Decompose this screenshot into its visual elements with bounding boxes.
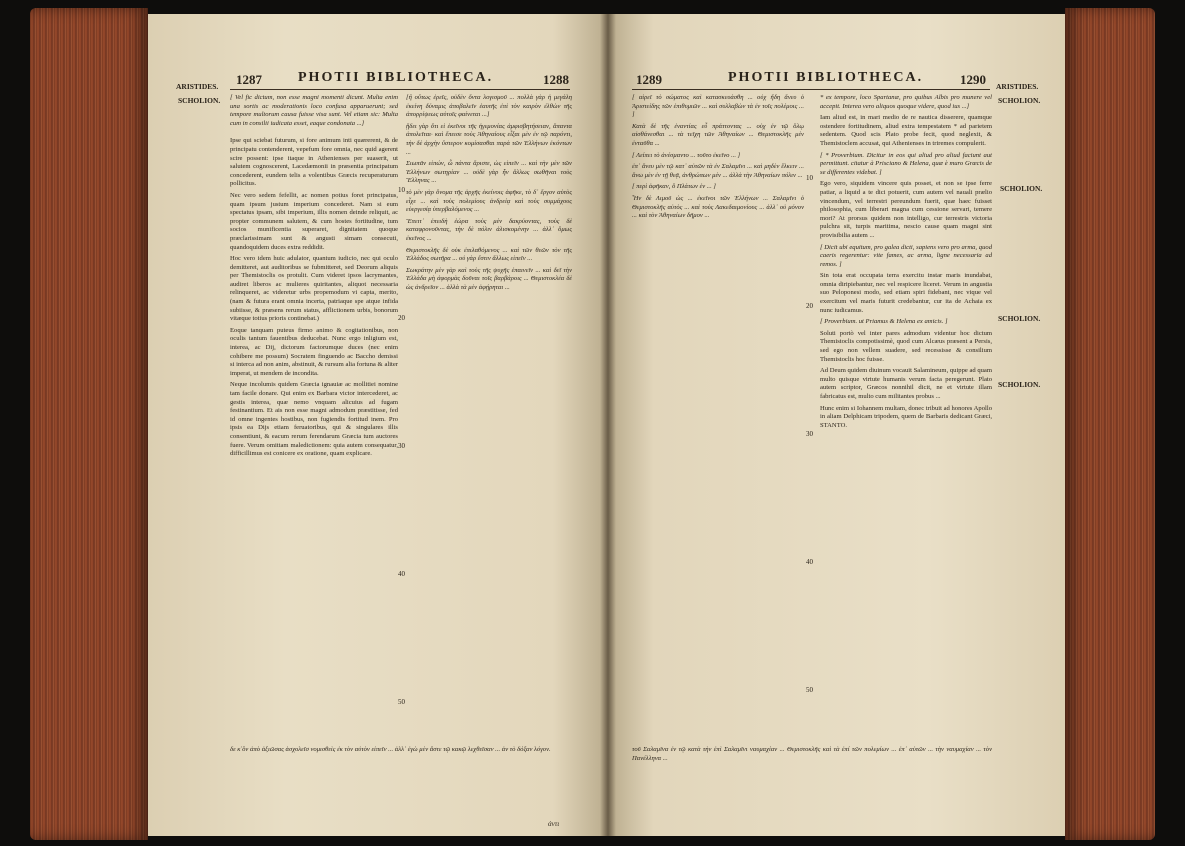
greek-paragraph: [ἢ οὕτως ἐρεῖς, οὐδὲν ὄντα λογισμοῦ ... πολλὰ γὰρ ἡ μεγάλη ἐκείνη δύναμις ἀποβαλεῖν ἑαυτῆς ἐπὶ τὸν καιρὸν ἐλθὼν τῆς ἀπορρίψεως αὐτοῖς φαίνεται ...]	[406, 94, 572, 119]
running-head: PHOTII BIBLIOTHECA.	[298, 70, 494, 85]
latin-paragraph: Ego vero, siquidem vincere quis posset, et non se ipse ferre patiar, a liquid a te dici potuerit, cum autem vel nauali prælio vincendum, vel terrestri pereundum fuerit, quæ haec fuisset philosophia, cum liberari magna cum cessione servari, temere mori? At prorsus quidem non intelligo, cur terrestris victoria pulchra sit, turpis maritima, nescio cause quam magni sint provisibilia autem ...	[820, 180, 992, 239]
latin-paragraph: Ipse qui sciebat futurum, si fore animum inti quærerent, & de principatu contenderent, vepefum fore omnia, nec quid agerent scire possent: ipse itaque in Athenienses per suaserit, ut salutem cognoscerent, Lacedæmonii in præsentia principatum concederent, eundem telis a volentibus Græcis recuperaturum pollicitus.	[230, 137, 398, 188]
latin-paragraph: * ex tempore, loco Spartanæ, pro quibus Albis pro munere vel accepit. Interea vero aliquos quoque videre, quod ius ...]	[820, 94, 992, 110]
greek-paragraph: Θεμιστοκλῆς δὲ οὐκ ἐπιλαθόμενος ... καὶ τῶν θεῶν τὸν τῆς Ἑλλάδος σωτῆρα ... οὐ γὰρ ἔστιν ἄλλως εἰπεῖν ...	[406, 246, 572, 263]
line-number: 30	[806, 430, 813, 438]
right-fore-edge	[1065, 8, 1155, 840]
latin-paragraph: Neque incolumis quidem Græcia ignauiæ ac mollitiei nomine tam facile donare. Qui enim ex Barbara victor intercederet, ac gestis interea, quæ nemo vnquam alicuius ad fugam festinantium. Et ais non esse magni admodum præstitisse, fed id omne ingentes hostibus, non fugiendis fortitud inem. Pro ipsis ea Dijs etiam feruatoribus, qui & singulares illis consentiunt, & eacum rerum ferendarum Græcia tum auctores fuere. Verum omittam maledictionem: quia autem consequatur, difficillimus est conicere ex oratione, quam explicare.	[230, 381, 398, 458]
latin-paragraph: Hunc enim si Iohannem multam, donec tribuit ad honores Apollo in aliam Delphicam tripodem, quem de Barbaris dedicant Græci, STANTO.	[820, 404, 992, 429]
margin-label-scholion: SCHOLION.	[998, 380, 1041, 389]
left-fore-edge	[30, 8, 148, 840]
running-head: PHOTII BIBLIOTHECA.	[728, 70, 924, 85]
latin-paragraph: Soluti portò vel inter pares admodum videntur hoc dictum Themistoclis compotissimè, quod cum Alcæus præsent a Persis, sed ego non vellem suadere, sed recessisse & consilium Themistoclis hoc fuisse.	[820, 329, 992, 363]
line-number: 10	[806, 174, 813, 182]
line-number: 40	[806, 558, 813, 566]
margin-label-scholion: SCHOLION.	[998, 314, 1041, 323]
latin-column	[230, 94, 398, 734]
latin-paragraph: [ Dicit ubi equitum, pro galea dicti, sapiens vero pro arma, quod caeris regerentur: vite fames, ac arma, ligne necessaria ad remos. ]	[820, 243, 992, 268]
footer-greek-note: δε κ̓ ὃν ἀπὸ ἀξιῶσας ἀσχολεῖσ νομισθεὶς ἐκ τὸν αὐτὸν εἰπεῖν ... ἀλλ᾽ ἐγὼ μὲν ἄστε τῷ κακῷ λεχθεῖσαν ... ἀν τὸ δόξαν λόγον.	[230, 746, 551, 753]
greek-column	[632, 94, 804, 734]
greek-paragraph: Ἦν δὲ Λιμοῦ ὡς ... ἐκεῖνοι τῶν Ἑλλήνων ... Σαλαμῖνι ὁ Θεμιστοκλῆς αὐτὸς ... καὶ τοὺς Λακεδαιμονίους ... ἀλλ᾽ οὐ μόνον ... καὶ τὸν Ἀθηναίων δῆμον ...	[632, 194, 804, 220]
line-number: 30	[398, 442, 405, 450]
book-gutter	[600, 14, 616, 836]
greek-paragraph: ἐπ᾽ ἄνευ μὲν τῷ κατ᾽ αὐτῶν τὰ ἐν Σαλαμῖνι ... καὶ μηδὲν ἕλκειν ... ἄνω μὲν ἐν τῇ θεᾷ, ἀνθρώπων μέν ... ἀλλὰ τὴν Ἀθηναίων πόλιν ...	[632, 163, 804, 179]
greek-paragraph: Σιωπᾶν εἰπών, ὦ πάντα ἄριστε, ὡς εἰπεῖν ... καὶ τὴν μὲν τῶν Ἑλλήνων σωτηρίαν ... οὐδὲ γὰρ ἦν ἄλλως σωθῆναι τοὺς Ἕλληνας ...	[406, 160, 572, 185]
latin-paragraph: Iam aliud est, in mari medio de re nautica disserere, quamque ostendere fortitudinem, aliud extra tempestatem * ad parietem sedentem. Quod scis Plato probe fecit, quod neglexit, & Themistoclem accusat, qui Athenienses in triremes compulerit.	[820, 114, 992, 147]
open-book	[30, 8, 1155, 840]
page-number-1288: 1288	[543, 72, 569, 87]
line-number: 50	[398, 698, 405, 706]
line-number: 10	[398, 186, 405, 194]
line-number: 20	[806, 302, 813, 310]
line-number: 40	[398, 570, 405, 578]
greek-paragraph: τὸ μὲν γὰρ ὄνομα τῆς ἀρχῆς ἐκείνοις ἀφῆκε, τὸ δ᾽ ἔργον αὐτὸς εἶχε ... καὶ τοὺς πολεμίους ἀνδρείᾳ καὶ τοὺς συμμάχους εὐεργεσίᾳ ὑπερβαλόμενος ...	[406, 188, 572, 214]
page-number-1287: 1287	[236, 72, 262, 87]
footer-greek-note: τοῦ Σαλαμῖνα ἐν τῷ κατὰ τὴν ἐπὶ Σαλαμῖνι ναυμαχίαν ... Θεμιστοκλῆς καὶ τὰ ἐπί τῶν πολεμίων ... ἐπ᾽ αὐτῶν ... τὴν ναυμαχίαν ... τὸν Πανέλληνα ...	[632, 746, 992, 762]
header-rule	[230, 89, 570, 90]
greek-paragraph: [ περὶ ἀφῆκαν, ὅ Πλάτων ἐν ... ]	[632, 183, 716, 191]
latin-paragraph: [ * Proverbium. Dicitur in eos qui aliud pro aliud faciunt aut permittunt. citatur à Prisciano & Helena, quæ è muro Græcis de se differentes videbat. ]	[820, 151, 992, 176]
left-page	[148, 14, 608, 836]
latin-paragraph: Sin tota erat occupata terra exercitu instar maris inundabat, omnia diripiebantur, nec vel respicere liceret. Verum in angustia suo Peloponesi modo, sed etiam spiri fidebant, nec vique vel exercitum vel maris futurit credebantur, cur ita de Achaia ex nunc iudicamus.	[820, 272, 992, 314]
latin-paragraph: [ Vel fic dictum, non esse magni momenti dicunt. Multa enim una sortis ac moderationis loco confusa apparuerunt; sed tempore multorum causa fuisse visa sunt. Vel etiam sic: Multa cum in consilii iudicata esset, eaque condonata ...]	[230, 94, 398, 127]
greek-paragraph: ᾔδει γὰρ ὅτι εἰ ἐκεῖνοι τῆς ἡγεμονίας ἀμφισβητήσειαν, ἅπαντα ἀπολεῖται· καὶ ἔπεισε τοὺς Ἀθηναίους εἶξαι μὲν ἐν τῷ παρόντι, τὴν δὲ ἀρχὴν ὕστερον κομίσασθαι παρὰ τῶν Ἑλλήνων ἑκόντων ...	[406, 122, 572, 156]
page-number-1290: 1290	[960, 72, 986, 87]
margin-label-scholion: SCHOLION.	[998, 96, 1041, 105]
latin-column	[820, 94, 992, 734]
latin-paragraph: [ Proverbium. ut Priamus & Helena ex amicis. ]	[820, 318, 948, 326]
greek-paragraph: Σωκράτην μὲν γὰρ καὶ τοὺς τῆς ψυχῆς ἐπαινεῖν ... καὶ δεῖ τὴν Ἑλλάδα μὴ ἀφορμὰς δοῦναι τοῖς βαρβάροις ... Θεμιστοκλέα δὲ ὡς ἀνδρεῖον ... ἀλλὰ τὰ μὲν ἀφῄρηται ...	[406, 266, 572, 291]
page-number-1289: 1289	[636, 72, 662, 87]
header-rule	[632, 89, 990, 90]
margin-label-scholion: SCHOLION.	[178, 96, 221, 105]
latin-paragraph: Ad Deum quidem diuinum vocauit Salamineum, quippe ad quam multo quisque virtute humanis verum facta peregerunt. Plato autem scriptor, Græcos nonnihil dicit, ne et virtute illam fabricatus est, multo cum militantes probus ...	[820, 367, 992, 400]
margin-label-scholion: SCHOLION.	[1000, 184, 1043, 193]
latin-paragraph: Eoque tanquam puteus firmo animo & cogitationibus, non oculis tantum fauentibus deducebat. Nunc ergo inligium est, interea, ac Dij, dictorum factorumque duces (nec enim cohibere me possum) Socratem finguendo ac Baccho demissi si interca ad non anim, abstinuit, & rursum alia fortuna & aliter imperat, ut mendem de incondita.	[230, 326, 398, 377]
greek-paragraph: Κατὰ δὲ τῆς ἐναντίας εὖ πράττοντας ... οὐχ ἐν τῷ ὅλῳ αἰσθάνεσθαι ... τὰ τεῖχη τῶν Ἀθηναίων ... Θεμιστοκλῆς μὲν ἐνταῦθα ...	[632, 122, 804, 147]
greek-paragraph: [ Λείπει τὸ ἀνέσμαντο ... τοῦτο ἐκεῖνο ... ]	[632, 151, 741, 159]
greek-column	[406, 94, 572, 734]
line-number: 50	[806, 686, 813, 694]
catchword: ἀντι	[548, 820, 560, 828]
latin-paragraph: Hoc vero idem huic adulator, quantum iudicio, nec qui oculo demitteret, aut auditoribus se fubmitteret, sed Deorum aliquis per Themistoclis os protulit. Cum videret ipsos lacrymantes, audiret liberos ac mulieres quiritantes, aliquot necessaria relinqueret, ac videretur urbs propemodum vi capta, merito, (nam & futura erant omnia incerta, patriaque spe atque infida subiisse, & præsens rerum status, afflictionem urbis, bonorum vitæque totius prioris continebat.)	[230, 255, 398, 323]
greek-paragraph: [ αἱρεῖ τὸ σώματος καὶ κατασκευάσθη ... οὐχ ἤδη ἄνευ ὁ Ἀριστείδης τῶν ἐπιθυμιῶν ... καὶ συλλαβὼν τὰ ἐν τοῖς πολέμοις ... ]	[632, 94, 804, 119]
right-page	[608, 14, 1065, 836]
line-number: 20	[398, 314, 405, 322]
margin-label-aristides: ARISTIDES.	[996, 82, 1039, 91]
latin-paragraph: Nec vero sedem fefellit, ac nomen potius foret principatus, quam ipsum justum imperium concederet. Nam si eum spectatus ipsam, sibi imperium, illis nomen deinde reliquit, ac propter communem salutem, & cum hostes fortitudine, tum socios munificentia superaret, dignitatem quoque præclarissimam sunt & angusti simam consecuti, quandoquidem duces extra reddidit.	[230, 191, 398, 251]
greek-paragraph: Ἔπειτ᾽ ἐπειδὴ ἑώρα τοὺς μὲν δακρύοντας, τοὺς δὲ καταφρονοῦντας, τὴν δὲ πόλιν ἁλισκομένην ... ἀλλ᾽ ὅμως ἐκεῖνος ...	[406, 217, 572, 242]
margin-label-aristides: ARISTIDES.	[176, 82, 219, 91]
